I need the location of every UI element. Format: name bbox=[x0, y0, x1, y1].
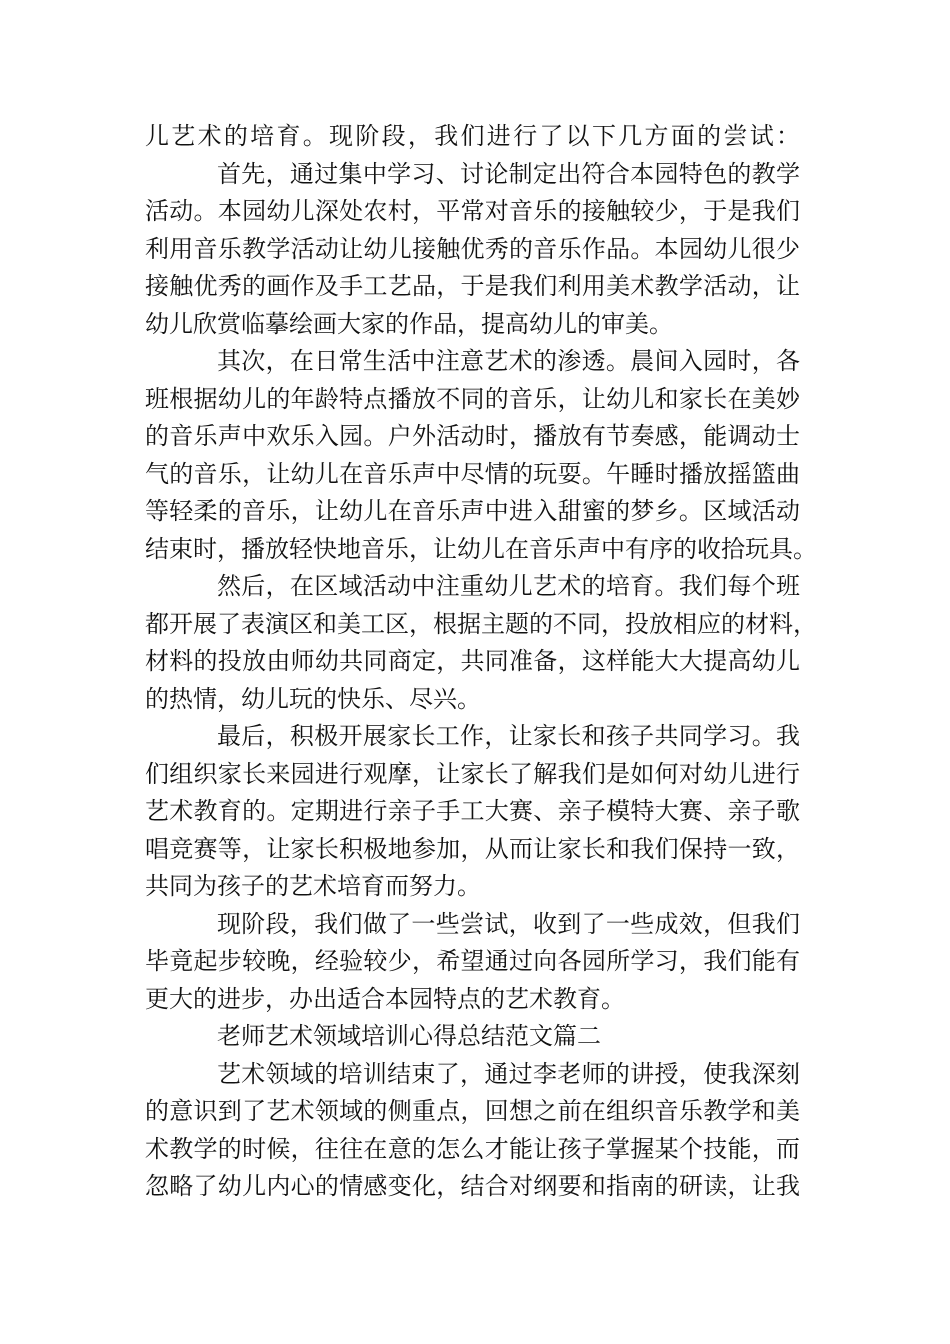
text-line: 材料的投放由师幼共同商定，共同准备，这样能大大提高幼儿 bbox=[145, 647, 800, 675]
text-line: 班根据幼儿的年龄特点播放不同的音乐，让幼儿和家长在美妙 bbox=[145, 384, 800, 413]
text-line: 的音乐声中欢乐入园。户外活动时，播放有节奏感，能调动士 bbox=[145, 422, 800, 450]
text-line: 术教学的时候，往往在意的怎么才能让孩子掌握某个技能，而 bbox=[145, 1134, 800, 1163]
text-line: 忽略了幼儿内心的情感变化，结合对纲要和指南的研读，让我 bbox=[145, 1172, 800, 1200]
paragraph-last-line: 更大的进步，办出适合本园特点的艺术教育。 bbox=[145, 984, 625, 1013]
text-line: 的意识到了艺术领域的侧重点，回想之前在组织音乐教学和美 bbox=[145, 1097, 800, 1125]
text-line: 等轻柔的音乐，让幼儿在音乐声中进入甜蜜的梦乡。区域活动 bbox=[145, 497, 800, 525]
text-line: 毕竟起步较晚，经验较少，希望通过向各园所学习，我们能有 bbox=[145, 947, 800, 975]
paragraph-last-line: 共同为孩子的艺术培育而努力。 bbox=[145, 872, 481, 900]
paragraph-first-line: 首先，通过集中学习、讨论制定出符合本园特色的教学 bbox=[217, 159, 800, 188]
paragraph-first-line: 其次，在日常生活中注意艺术的渗透。晨间入园时，各 bbox=[217, 347, 800, 375]
paragraph-first-line: 最后，积极开展家长工作，让家长和孩子共同学习。我 bbox=[217, 722, 800, 750]
text-line: 接触优秀的画作及手工艺品，于是我们利用美术教学活动，让 bbox=[145, 272, 800, 300]
text-line: 艺术教育的。定期进行亲子手工大赛、亲子模特大赛、亲子歌 bbox=[145, 797, 800, 825]
text-line: 儿艺术的培育。现阶段，我们进行了以下几方面的尝试： bbox=[145, 122, 800, 150]
text-line: 活动。本园幼儿深处农村，平常对音乐的接触较少，于是我们 bbox=[145, 197, 800, 225]
section-heading: 老师艺术领域培训心得总结范文篇二 bbox=[217, 1022, 601, 1050]
text-line: 都开展了表演区和美工区，根据主题的不同，投放相应的材料， bbox=[145, 609, 817, 638]
document-body bbox=[145, 118, 817, 1206]
text-line: 唱竞赛等，让家长积极地参加，从而让家长和我们保持一致， bbox=[145, 834, 800, 863]
paragraph-last-line: 的热情，幼儿玩的快乐、尽兴。 bbox=[145, 684, 481, 713]
paragraph-first-line: 然后，在区域活动中注重幼儿艺术的培育。我们每个班 bbox=[217, 572, 800, 600]
text-line: 们组织家长来园进行观摩，让家长了解我们是如何对幼儿进行 bbox=[145, 759, 800, 788]
paragraph-first-line: 艺术领域的培训结束了，通过李老师的讲授，使我深刻 bbox=[217, 1059, 800, 1088]
text-line: 气的音乐，让幼儿在音乐声中尽情的玩耍。午睡时播放摇篮曲 bbox=[145, 459, 800, 488]
paragraph-last-line: 幼儿欣赏临摹绘画大家的作品，提高幼儿的审美。 bbox=[145, 309, 673, 338]
paragraph-first-line: 现阶段，我们做了一些尝试，收到了一些成效，但我们 bbox=[217, 909, 800, 938]
text-line: 利用音乐教学活动让幼儿接触优秀的音乐作品。本园幼儿很少 bbox=[145, 234, 800, 263]
paragraph-last-line: 结束时，播放轻快地音乐，让幼儿在音乐声中有序的收拾玩具。 bbox=[145, 534, 817, 563]
